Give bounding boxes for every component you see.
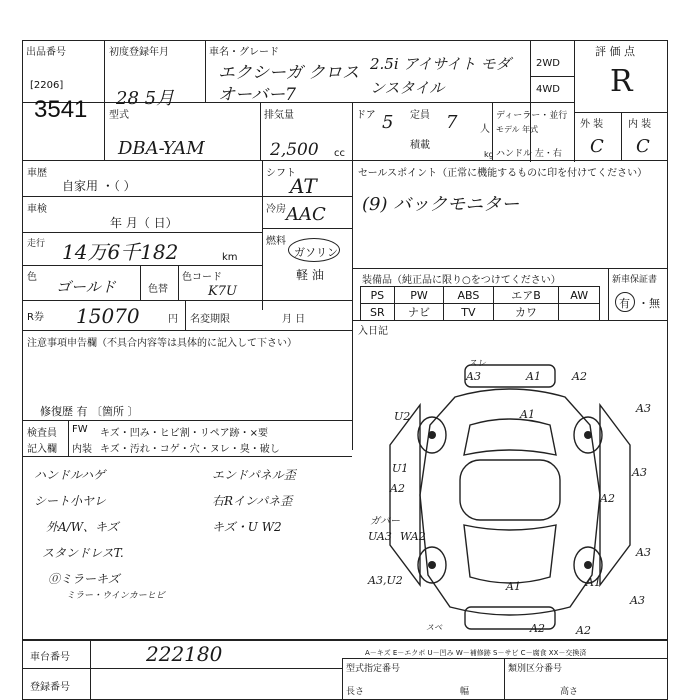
color-code-value: K7U xyxy=(208,284,237,299)
aircon-value: AAC xyxy=(286,204,326,225)
note-6: ミラー・ウインカーヒビ xyxy=(66,591,165,601)
repair-history: 修復歴 有 〔箇所 〕 xyxy=(40,405,139,418)
color-code-label: 色コード xyxy=(182,272,222,283)
name-change-label: 名変期限 xyxy=(190,314,230,325)
equipment-ps: PS xyxy=(361,287,395,304)
equipment-empty xyxy=(559,304,600,321)
mark-a3-front-left: A3 xyxy=(466,370,481,383)
mark-u2-left: U2 xyxy=(394,410,411,423)
interior-value: C xyxy=(636,136,650,157)
mark-a2-front-right: A2 xyxy=(572,370,587,383)
note-9: キズ・U W2 xyxy=(212,520,282,534)
recycle-unit: 円 xyxy=(168,314,178,325)
color-label: 色 xyxy=(27,272,37,283)
inspector-int-label: 内装 xyxy=(72,444,92,455)
equipment-leather: カワ xyxy=(493,304,559,321)
mark-supe: スベ xyxy=(426,623,442,632)
fuel-gasoline: ガソリン xyxy=(294,246,338,259)
width-label: 幅 xyxy=(460,687,470,697)
load-unit: kg xyxy=(484,150,494,159)
import-date-label: 入日記 xyxy=(358,326,388,337)
displacement-label: 排気量 xyxy=(264,110,294,121)
capacity-unit: 人 xyxy=(480,124,490,135)
equipment-navi: ナビ xyxy=(394,304,444,321)
note-2: シート小ヤレ xyxy=(34,494,106,508)
equipment-label: 装備品（純正品に限り○をつけてください） xyxy=(362,275,561,286)
score-label: 評 価 点 xyxy=(595,45,635,58)
note-3: 外A/W、キズ xyxy=(46,520,119,534)
mark-a1-hood: A1 xyxy=(520,408,535,421)
history-value: 自家用 ・（ ） xyxy=(62,179,136,193)
aircon-label: 冷房 xyxy=(266,204,286,215)
inspector-label-1: 検査員 xyxy=(27,428,57,439)
mark-a3-right-mid: A3 xyxy=(632,466,647,479)
mark-a3-right: A3 xyxy=(636,402,651,415)
mark-ua3: UA3 xyxy=(368,530,392,543)
color-change-label: 色替 xyxy=(148,284,168,295)
warranty-yes: 有 xyxy=(619,297,630,310)
recycle-label: R券 xyxy=(27,312,44,323)
model-year-text: モデル 年式 xyxy=(496,125,539,134)
name-change-value: 月 日 xyxy=(282,314,306,325)
inspector-ext-row: キズ・凹み・ヒビ割・リペア跡・×要 xyxy=(100,428,268,439)
damage-legend: A－キズ E－エクボ U－凹み W－補修跡 S－サビ C－腐食 XX－交換済 xyxy=(365,649,587,657)
car-name: エクシーガ クロスオーバー7 xyxy=(218,63,360,105)
note-5: ⓪ミラーキズ xyxy=(48,572,120,586)
handle-text: ハンドル 左・右 xyxy=(496,149,562,159)
height-label: 高さ xyxy=(560,687,579,697)
capacity-value: 7 xyxy=(446,112,458,133)
class-number-label: 類別区分番号 xyxy=(508,664,563,674)
inspector-int-row: キズ・汚れ・コゲ・穴・ヌレ・臭・破し xyxy=(100,444,280,455)
equipment-sr: SR xyxy=(361,304,395,321)
fuel-label: 燃料 xyxy=(266,236,286,247)
car-label: 車名・グレード xyxy=(209,47,279,58)
car-damage-diagram xyxy=(360,345,665,640)
note-7: エンドパネル歪 xyxy=(212,468,296,482)
lot-number: 3541 xyxy=(34,96,88,123)
displacement-unit: cc xyxy=(334,148,345,159)
mileage-label: 走行 xyxy=(27,239,46,249)
selling-point-value: (9) バックモニター xyxy=(362,194,520,215)
shift-value: AT xyxy=(290,174,317,198)
notes-label: 注意事項申告欄（不具合内容等は具体的に記入して下さい） xyxy=(27,338,297,349)
mark-a1-front: A1 xyxy=(526,370,541,383)
lot-code: [2206] xyxy=(30,80,64,91)
car-number-label: 車台番号 xyxy=(30,652,70,663)
mark-sure: スレ xyxy=(468,359,487,369)
history-label: 車歴 xyxy=(27,168,47,179)
displacement-value: 2,500 xyxy=(270,140,319,160)
type-number-label: 型式指定番号 xyxy=(346,664,401,674)
model-label: 型式 xyxy=(109,110,129,121)
mark-a1-rear: A1 xyxy=(506,580,521,593)
mark-a2-rear-right: A2 xyxy=(576,624,591,637)
inspection-value: 年 月（ 日） xyxy=(110,216,178,230)
load-label: 積載 xyxy=(410,140,430,151)
mark-a2-right-mid: A2 xyxy=(600,492,615,505)
mark-a1-trunk: A1 xyxy=(586,576,601,589)
mark-u1-left: U1 xyxy=(392,462,409,475)
mark-gaba: ガバー xyxy=(370,516,400,527)
car-grade: 2.5i アイサイト モダンスタイル xyxy=(370,55,511,97)
mileage-value: 14万6千182 xyxy=(62,240,179,264)
length-label: 長さ xyxy=(346,687,365,697)
capacity-label: 定員 xyxy=(410,110,430,121)
inspector-ext-label: FW xyxy=(72,424,88,435)
shift-label: シフト xyxy=(266,168,296,179)
mark-a3-right-low: A3 xyxy=(636,546,651,559)
equipment-table xyxy=(360,286,600,321)
doors-value: 5 xyxy=(382,112,394,133)
mark-wa2: WA2 xyxy=(400,530,426,543)
dealer-text: ディーラー・並行 xyxy=(496,111,568,121)
fuel-diesel: 軽 油 xyxy=(296,268,324,282)
mark-a2-rear: A2 xyxy=(530,622,545,635)
exterior-value: C xyxy=(590,136,604,157)
recycle-value: 15070 xyxy=(76,304,140,328)
inspection-label: 車検 xyxy=(27,204,47,215)
mark-a2-left: A2 xyxy=(390,482,405,495)
score-value: R xyxy=(610,64,633,99)
car-number-value: 222180 xyxy=(146,642,223,666)
equipment-airbag: エアB xyxy=(493,287,559,304)
reg-date-label: 初度登録年月 xyxy=(109,47,169,58)
exterior-label: 外 装 xyxy=(580,119,604,130)
drive-2wd: 2WD xyxy=(536,58,560,69)
equipment-pw: PW xyxy=(394,287,444,304)
doors-label: ドア xyxy=(356,110,376,121)
equipment-abs: ABS xyxy=(444,287,493,304)
warranty-label: 新車保証書 xyxy=(612,275,658,285)
mileage-unit: km xyxy=(222,252,238,263)
note-8: 右Rインパネ歪 xyxy=(212,494,293,508)
model-value: DBA-YAM xyxy=(118,138,205,159)
note-4: スタンドレスT. xyxy=(42,546,124,560)
equipment-aw: AW xyxy=(559,287,600,304)
warranty-no: ・無 xyxy=(638,297,660,310)
selling-point-label: セールスポイント（正常に機能するものに印を付けてください） xyxy=(358,168,648,179)
mark-a3-rear-right: A3 xyxy=(630,594,645,607)
lot-label: 出品番号 xyxy=(26,47,66,58)
inspector-label-2: 記入欄 xyxy=(27,444,57,455)
note-1: ハンドルハゲ xyxy=(34,468,106,482)
reg-number-label: 登録番号 xyxy=(30,682,70,693)
drive-4wd: 4WD xyxy=(536,84,560,95)
mark-a3-u2-rear-left: A3,U2 xyxy=(368,574,403,587)
reg-date-value: 28 5月 xyxy=(116,88,175,109)
equipment-tv: TV xyxy=(444,304,493,321)
interior-label: 内 装 xyxy=(628,119,652,130)
color-value: ゴールド xyxy=(56,278,116,296)
